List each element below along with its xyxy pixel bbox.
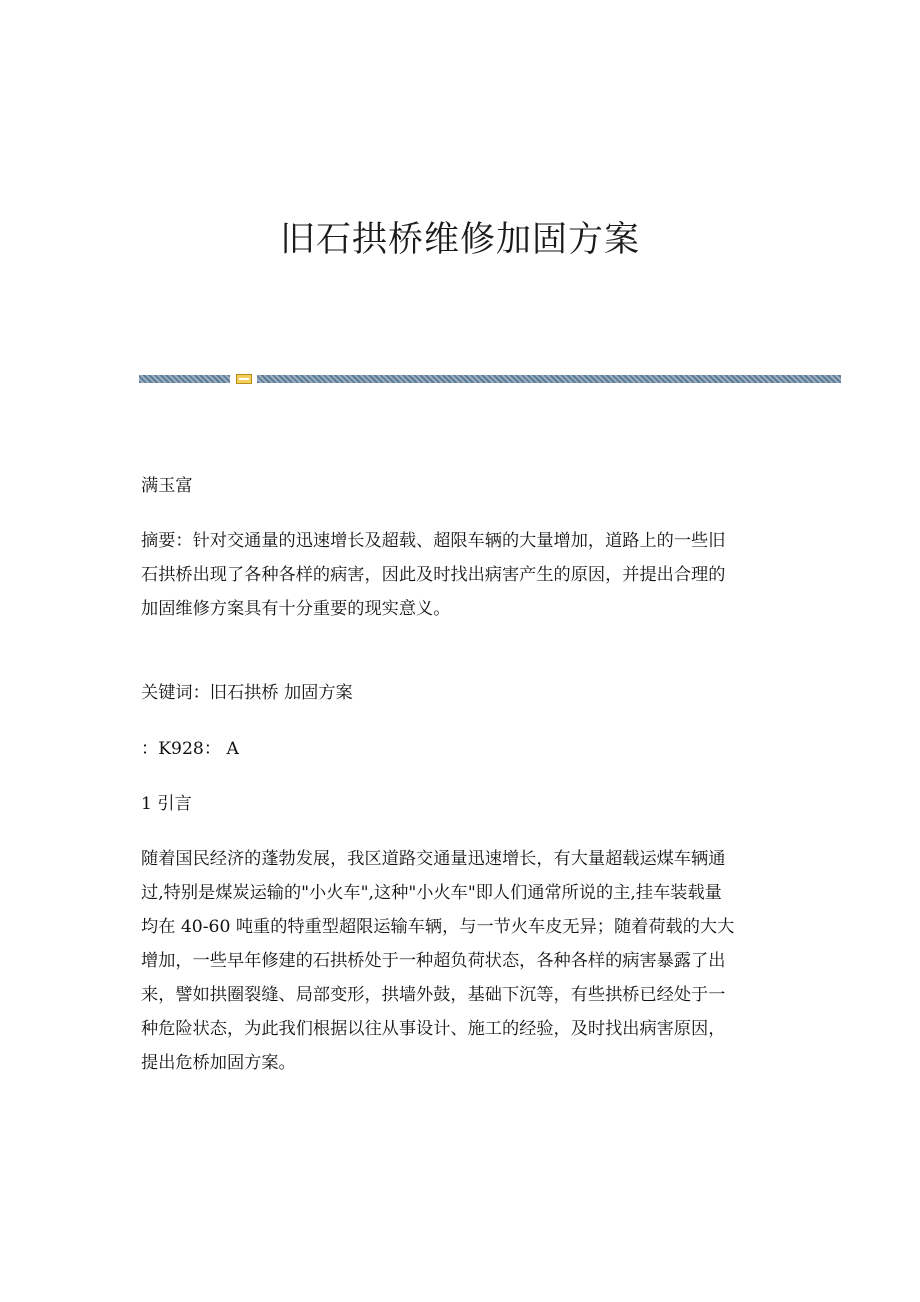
abstract-line: 加固维修方案具有十分重要的现实意义。 bbox=[141, 599, 451, 619]
paragraph-line: 来，譬如拱圈裂缝、局部变形，拱墙外鼓，基础下沉等，有些拱桥已经处于一 bbox=[141, 985, 726, 1005]
paragraph-line: 随着国民经济的蓬勃发展，我区道路交通量迅速增长，有大量超载运煤车辆通 bbox=[141, 849, 726, 869]
paragraph-line: 种危险状态，为此我们根据以往从事设计、施工的经验，及时找出病害原因， bbox=[141, 1019, 726, 1039]
divider-ornament-icon bbox=[236, 374, 252, 384]
divider-bar-right bbox=[257, 375, 841, 383]
paragraph-line: 均在 40-60 吨重的特重型超限运输车辆，与一节火车皮无异；随着荷载的大大 bbox=[141, 917, 735, 937]
abstract-line: 石拱桥出现了各种各样的病害，因此及时找出病害产生的原因，并提出合理的 bbox=[141, 565, 726, 585]
paragraph-line: 增加，一些早年修建的石拱桥处于一种超负荷状态，各种各样的病害暴露了出 bbox=[141, 951, 726, 971]
classification-number: ：K928： A bbox=[141, 739, 239, 759]
intro-paragraph bbox=[141, 842, 791, 1080]
document-title: 旧石拱桥维修加固方案 bbox=[279, 220, 640, 260]
divider-bar-left bbox=[139, 375, 230, 383]
paragraph-line: 提出危桥加固方案。 bbox=[141, 1053, 296, 1073]
author-name: 满玉富 bbox=[141, 476, 193, 496]
abstract bbox=[141, 524, 791, 626]
paragraph-line: 过,特别是煤炭运输的"小火车",这种"小火车"即人们通常所说的主,挂车装载量 bbox=[141, 883, 722, 903]
abstract-line: 摘要：针对交通量的迅速增长及超载、超限车辆的大量增加，道路上的一些旧 bbox=[141, 531, 726, 551]
section-heading: 1 引言 bbox=[141, 794, 192, 814]
title-divider bbox=[139, 374, 841, 384]
keywords: 关键词：旧石拱桥 加固方案 bbox=[141, 683, 353, 703]
